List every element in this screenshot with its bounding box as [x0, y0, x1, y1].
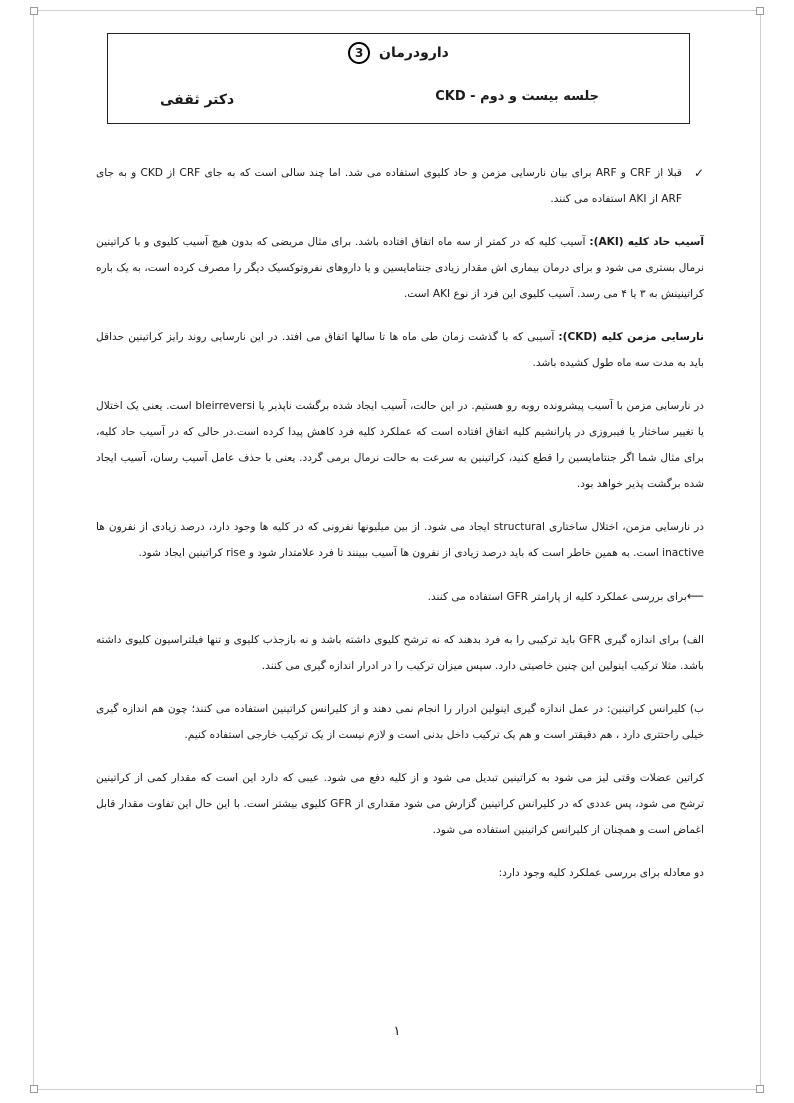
- lecturer-name: دکتر ثقفی: [160, 92, 235, 108]
- aki-term: آسیب حاد کلیه (AKI):: [589, 236, 705, 248]
- equations-intro-paragraph: دو معادله برای بررسی عملکرد کلیه وجود دارد:: [498, 867, 704, 879]
- creatinine-clearance-paragraph: ب) کلیرانس کراتینین: در عمل اندازه گیری اینولین ادرار را انجام نمی دهند و از کلیرانس کراتینین استفاده می کنند؛ چون هم اندازه گیری خیلی راحتتری دارد ، هم دقیقتر است و هم یک ترکیب داخل بدنی است و لازم نیست از یک ترکیب خارجی استفاده کنیم.: [96, 703, 704, 741]
- frame-corner: [756, 7, 764, 15]
- inulin-paragraph: الف) برای اندازه گیری GFR باید ترکیبی را به فرد بدهند که نه ترشح کلیوی داشته باشد و نه بازجذب کلیوی و تنها فیلتراسیون کلیوی داشته باشد. مثلا ترکیب اینولین این چنین خاصیتی دارد. سپس میزان ترکیب را در ادرار اندازه گیری می کنند.: [96, 634, 704, 672]
- aki-text: آسیب کلیه که در کمتر از سه ماه اتفاق افتاده باشد. برای مثال مریضی که بدون هیچ آسیب کلیوی و با کراتینین نرمال بستری می شود و برای درمان بیماری اش مقدار زیادی جنتامایسین و یا داروهای نفروتوکسیک دیگر را مصرف کرده است، به یک باره کراتینینش به ۳ یا ۴ می رسد. آسیب کلیوی این فرد از نوع AKI است.: [96, 236, 704, 300]
- irreversible-paragraph: در نارسایی مزمن با آسیب پیشرونده روبه رو هستیم. در این حالت، آسیب ایجاد شده برگشت ناپذیر یا bleirreversi است. یعنی یک اختلال یا تغییر ساختار یا فیبروزی در پارانشیم کلیه اتفاق افتاده است که عملکرد کلیه فرد کاهش پیدا کرده است.در حالی که در آسیب حاد کلیه، برای مثال شما اگر جنتامایسین را قطع کنید، کراتینین به سرعت به حالت نرمال برمی گردد. یعنی با حذف عامل آسیب رسان، آسیب ایجاد شده برگشت پذیر خواهد بود.: [96, 400, 704, 490]
- frame-corner: [30, 7, 38, 15]
- gfr-text: برای بررسی عملکرد کلیه از پارامتر GFR استفاده می کنند.: [427, 591, 687, 603]
- session-title: جلسه بیست و دوم - CKD: [435, 89, 599, 104]
- intro-paragraph: [96, 160, 704, 212]
- ckd-text: آسیبی که با گذشت زمان طی ماه ها تا سالها اتفاق می افتد. در این نارسایی روند رایز کراتینین حداقل باید به مدت سه ماه طول کشیده باشد.: [96, 331, 704, 369]
- ckd-paragraph: [96, 324, 704, 376]
- structural-paragraph: در نارسایی مزمن، اختلال ساختاری structural ایجاد می شود. از بین میلیونها نفرونی که در کلیه ها وجود دارد، درصد زیادی از نفرون ها inactive است. به همین خاطر است که باید درصد زیادی از نفرون ها آسیب ببینند تا فرد علامتدار شود و rise کراتینین ایجاد شود.: [96, 521, 704, 559]
- arrow-left-icon: ⟵: [686, 589, 704, 603]
- ckd-term: نارسایی مزمن کلیه (CKD):: [558, 331, 704, 343]
- aki-paragraph: [96, 229, 704, 307]
- page-number: ۱: [393, 1024, 401, 1039]
- header-box: [107, 33, 690, 124]
- intro-text: قبلا از CRF و ARF برای بیان نارسایی مزمن و حاد کلیوی استفاده می شد. اما چند سالی است که به جای CRF از CKD و به جای ARF از AKI استفاده می کنند.: [96, 167, 682, 205]
- course-name: دارودرمان: [379, 45, 449, 61]
- document-body: [96, 160, 704, 903]
- checkmark-icon: ✓: [693, 166, 704, 180]
- creatine-paragraph: کراتین عضلات وقتی لیز می شود به کراتینین تبدیل می شود و از کلیه دفع می شود. عیبی که دارد این است که مقدار کمی از کراتینین ترشح می شود، پس عددی که در کلیرانس کراتینین گزارش می شود مقداری از GFR کلیوی بیشتر است. با این حال این تفاوت مقدار قابل اغماض است و همچنان از کلیرانس کراتینین استفاده می شود.: [96, 772, 704, 836]
- gfr-paragraph: [96, 583, 704, 610]
- frame-corner: [756, 1085, 764, 1093]
- course-title: [108, 42, 689, 64]
- course-number-badge: 3: [348, 42, 370, 64]
- frame-corner: [30, 1085, 38, 1093]
